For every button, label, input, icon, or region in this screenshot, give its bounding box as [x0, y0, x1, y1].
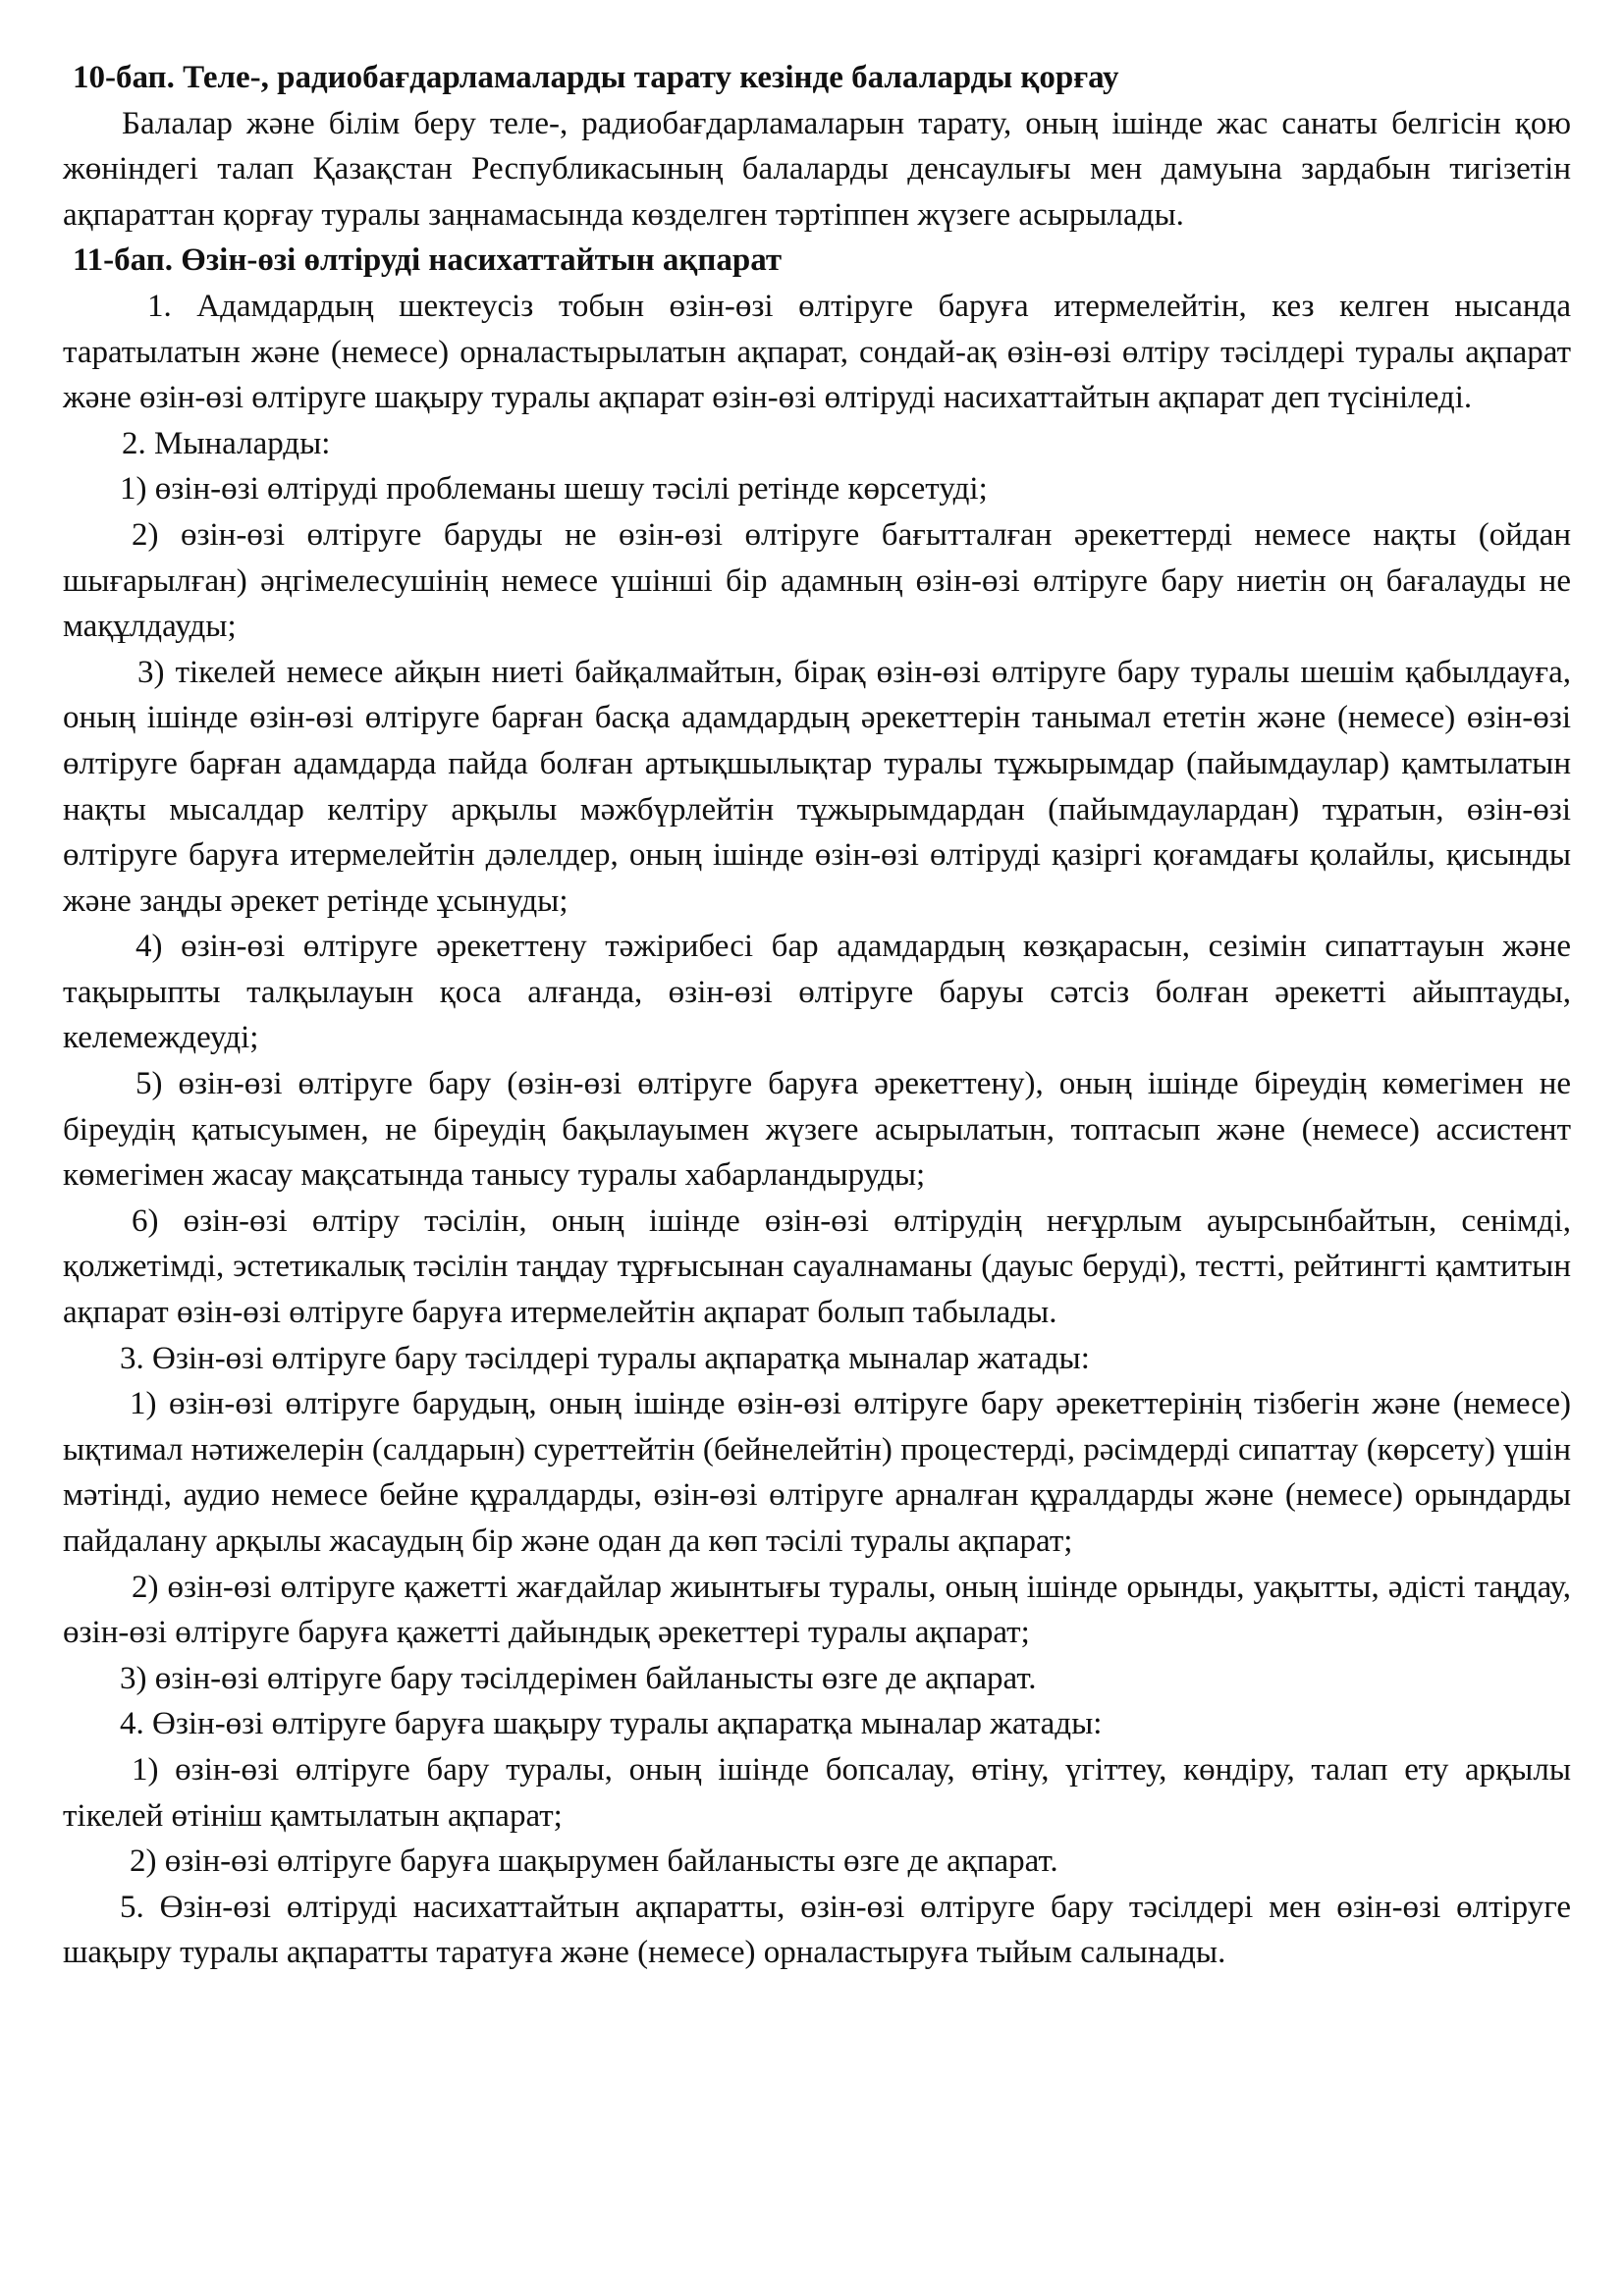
clause-3-item-2: 2) өзін-өзі өлтіруге қажетті жағдайлар жиынтығы туралы, оның ішінде орынды, уақытты, әдісті таңдау, өзін-өзі өлтіруге баруға қажетті дайындық әрекеттері туралы ақпарат;: [63, 1569, 1571, 1651]
clause-2-item-1: 1) өзін-өзі өлтіруді проблеманы шешу тәсілі ретінде көрсетуді;: [120, 471, 988, 507]
clause-4: 4. Өзін-өзі өлтіруге баруға шақыру туралы ақпаратқа мыналар жатады:: [120, 1706, 1103, 1742]
clause-2-item-4: 4) өзін-өзі өлтіруге әрекеттену тәжірибесі бар адамдардың көзқарасын, сезімін сипаттауын және тақырыпты талқылауын қоса алғанда, өзін-өзі өлтіруге баруы сәтсіз болған әрекетті айыптауды, келемеждеуді;: [63, 929, 1571, 1056]
clause-4-item-2: 2) өзін-өзі өлтіруге баруға шақырумен байланысты өзге де ақпарат.: [130, 1843, 1058, 1880]
clause-2: 2. Мыналарды:: [122, 425, 331, 461]
clause-3-item-1: 1) өзін-өзі өлтіруге барудың, оның ішінде өзін-өзі өлтіруге бару әрекеттерінің тізбегін және (немесе) ықтимал нәтижелерін (салдарын) суреттейтін (бейнелейтін) процестерді, рәсімдерді сипаттау (көрсету) үшін мәтінді, аудио немесе бейне құралдарды, өзін-өзі өлтіруге арналған құралдарды және (немесе) орындарды пайдалану арқылы жасаудың бір және одан да көп тәсілі туралы ақпарат;: [63, 1386, 1571, 1559]
document-page: [63, 55, 1571, 1976]
clause-5: 5. Өзін-өзі өлтіруді насихаттайтын ақпаратты, өзін-өзі өлтіруге бару тәсілдері мен өзін-өзі өлтіруге шақыру туралы ақпаратты таратуға және (немесе) орналастыруға тыйым салынады.: [63, 1889, 1571, 1971]
clause-4-item-1: 1) өзін-өзі өлтіруге бару туралы, оның ішінде бопсалау, өтіну, үгіттеу, көндіру, талап ету арқылы тікелей өтініш қамтылатын ақпарат;: [63, 1751, 1571, 1834]
clause-1: 1. Адамдардың шектеусіз тобын өзін-өзі өлтіруге баруға итермелейтін, кез келген нысанда таратылатын және (немесе) орналастырылатын ақпарат, сондай-ақ өзін-өзі өлтіру тәсілдері туралы ақпарат және өзін-өзі өлтіруге шақыру туралы ақпарат өзін-өзі өлтіруді насихаттайтын ақпарат деп түсініледі.: [63, 288, 1571, 416]
chapter-10-heading: 10-бап. Теле-, радиобағдарламаларды тарату кезінде балаларды қорғау: [73, 60, 1119, 95]
clause-2-item-6: 6) өзін-өзі өлтіру тәсілін, оның ішінде өзін-өзі өлтірудің неғұрлым ауырсынбайтын, сенімді, қолжетімді, эстетикалық тәсілін таңдау тұрғысынан сауалнаманы (дауыс беруді), тестті, рейтингті қамтитын ақпарат өзін-өзі өлтіруге баруға итермелейтін ақпарат болып табылады.: [63, 1202, 1571, 1331]
chapter-11-heading: 11-бап. Өзін-өзі өлтіруді насихаттайтын ақпарат: [73, 242, 783, 279]
chapter-10-paragraph: Балалар және білім беру теле-, радиобағдарламаларын тарату, оның ішінде жас санаты белгісін қою жөніндегі талап Қазақстан Республикасының балаларды денсаулығы мен дамуына зардабын тигізетін ақпараттан қорғау туралы заңнамасында көзделген тәртіппен жүзеге асырылады.: [63, 105, 1571, 233]
clause-3-item-3: 3) өзін-өзі өлтіруге бару тәсілдерімен байланысты өзге де ақпарат.: [120, 1660, 1037, 1696]
clause-2-item-2: 2) өзін-өзі өлтіруге баруды не өзін-өзі өлтіруге бағытталған әрекеттерді немесе нақты (ойдан шығарылған) әңгімелесушінің немесе үшінші бір адамның өзін-өзі өлтіруге бару ниетін оң бағалауды не мақұлдауды;: [63, 516, 1571, 645]
clause-2-item-3: 3) тікелей немесе айқын ниеті байқалмайтын, бірақ өзін-өзі өлтіруге бару туралы шешім қабылдауға, оның ішінде өзін-өзі өлтіруге барған басқа адамдардың әрекеттерін танымал ететін және (немесе) өзін-өзі өлтіруге барған адамдарда пайда болған артықшылықтар туралы тұжырымдар (пайымдаулар) қамтылатын нақты мысалдар келтіру арқылы мәжбүрлейтін тұжырымдардан (пайымдаулардан) тұратын, өзін-өзі өлтіруге баруға итермелейтін дәлелдер, оның ішінде өзін-өзі өлтіруді қазіргі қоғамдағы қолайлы, қисынды және заңды әрекет ретінде ұсынуды;: [63, 654, 1571, 919]
clause-3: 3. Өзін-өзі өлтіруге бару тәсілдері туралы ақпаратқа мыналар жатады:: [120, 1340, 1090, 1376]
clause-2-item-5: 5) өзін-өзі өлтіруге бару (өзін-өзі өлтіруге баруға әрекеттену), оның ішінде біреудің көмегімен не біреудің қатысуымен, не біреудің бақылауымен жүзеге асырылатын, топтасып және (немесе) ассистент көмегімен жасау мақсатында танысу туралы хабарландыруды;: [63, 1066, 1571, 1194]
